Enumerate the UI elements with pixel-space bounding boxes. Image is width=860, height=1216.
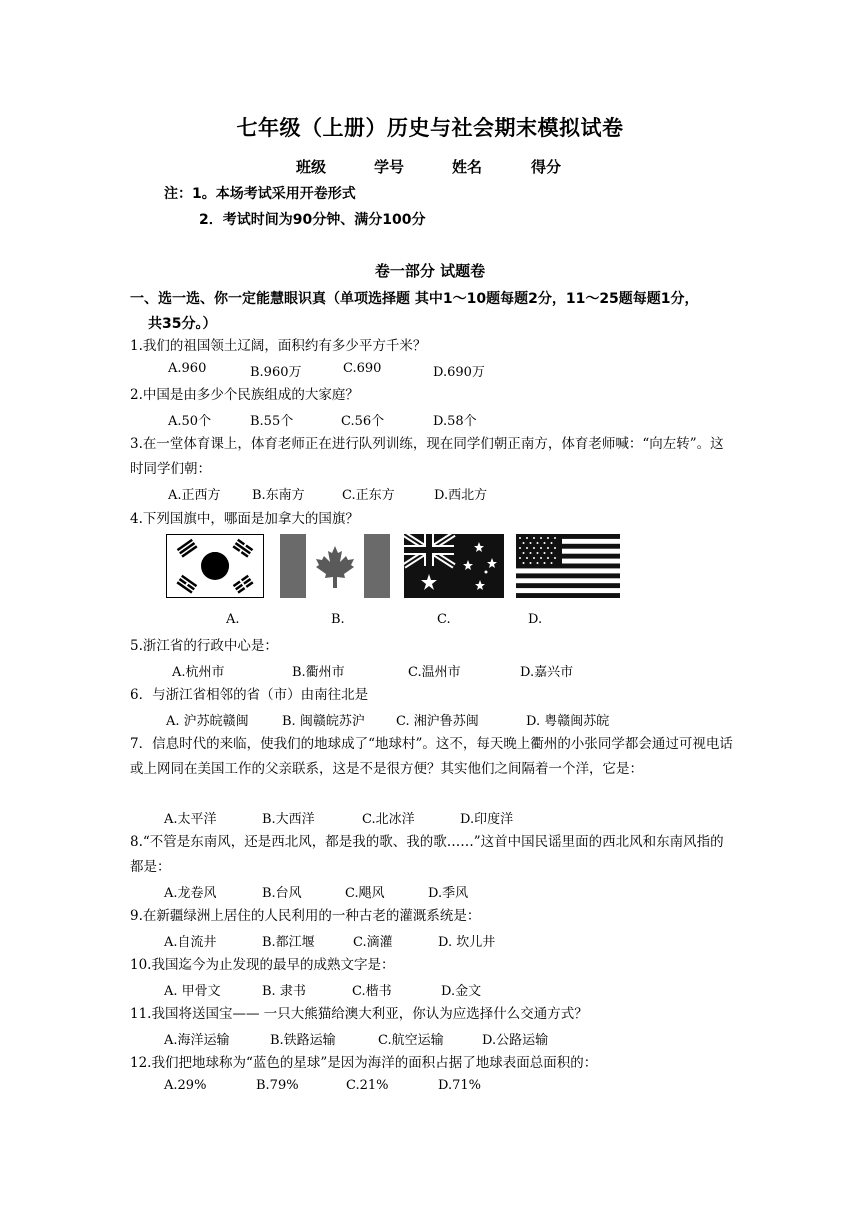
q4-option-c: C. [437, 612, 451, 627]
q10-option-b: B. 隶书 [262, 984, 306, 999]
question-1: 1.我们的祖国领土辽阔，面积约有多少平方千米？ [130, 338, 427, 354]
q6-option-d: D. 粤赣闽苏皖 [526, 714, 610, 729]
note-2: 2．考试时间为90分钟、满分100分 [199, 212, 426, 228]
part-title: 卷一部分 试题卷 [374, 262, 486, 280]
q9-option-d: D. 坎儿井 [438, 935, 496, 950]
question-11-options [0, 1029, 860, 1049]
field-score: 得分 [531, 158, 562, 176]
q4-option-b: B. [331, 612, 345, 627]
page-title: 七年级（上册）历史与社会期末模拟试卷 [236, 116, 624, 140]
q5-option-b: B.衢州市 [292, 665, 345, 680]
usa-flag-icon [516, 534, 620, 598]
q12-option-d: D.71% [438, 1078, 481, 1093]
field-class: 班级 [296, 158, 327, 176]
q3-option-d: D.西北方 [434, 488, 488, 503]
question-2: 2.中国是由多少个民族组成的大家庭？ [130, 387, 359, 403]
q10-option-c: C.楷书 [352, 984, 392, 999]
question-3-options [0, 484, 860, 504]
q11-option-b: B.铁路运输 [270, 1033, 336, 1048]
q7-option-d: D.印度洋 [460, 812, 514, 827]
question-5: 5.浙江省的行政中心是： [130, 638, 278, 654]
q11-option-c: C.航空运输 [378, 1033, 444, 1048]
q12-option-a: A.29% [164, 1078, 207, 1093]
section-heading-cont: 共35分。） [148, 316, 217, 332]
question-8: 8.“不管是东南风，还是西北风，都是我的歌、我的歌……”这首中国民谣里面的西北风和东南风指的都是： [130, 834, 724, 875]
question-3: 3.在一堂体育课上，体育老师正在进行队列训练，现在同学们朝正南方，体育老师喊：“向左转”。这时同学们朝： [130, 436, 724, 477]
q6-option-c: C. 湘沪鲁苏闽 [396, 714, 479, 729]
q12-option-b: B.79% [256, 1078, 299, 1093]
q5-option-a: A.杭州市 [172, 665, 225, 680]
q4-option-a: A. [226, 612, 240, 627]
q6-option-b: B. 闽赣皖苏沪 [282, 714, 365, 729]
q6-option-a: A. 沪苏皖赣闽 [166, 714, 249, 729]
q4-option-d: D. [528, 612, 543, 627]
australia-flag-icon [404, 534, 504, 598]
note-1: 注：1。本场考试采用开卷形式 [164, 186, 356, 202]
question-1-options [0, 361, 860, 381]
q2-option-c: C.56个 [341, 414, 385, 429]
q7-option-b: B.大西洋 [262, 812, 315, 827]
q8-option-b: B.台风 [262, 886, 302, 901]
q7-option-c: C.北冰洋 [362, 812, 415, 827]
field-name: 姓名 [452, 158, 483, 176]
question-8-options [0, 882, 860, 902]
q1-option-d: D.690万 [433, 365, 485, 380]
q3-option-a: A.正西方 [168, 488, 221, 503]
question-7: 7．信息时代的来临，使我们的地球成了“地球村”。这不，每天晚上衢州的小张同学都会通过可视电话或上网同在美国工作的父亲联系，这是不是很方便？其实他们之间隔着一个洋，它是： [130, 736, 733, 777]
q11-option-a: A.海洋运输 [164, 1033, 230, 1048]
south-korea-flag-icon [166, 534, 264, 598]
q1-option-a: A.960 [168, 361, 207, 376]
question-11: 11.我国将送国宝—— 一只大熊猫给澳大利亚，你认为应选择什么交通方式？ [130, 1006, 588, 1022]
q8-option-d: D.季风 [428, 886, 469, 901]
question-9-options [0, 931, 860, 951]
canada-flag-icon [280, 534, 390, 598]
question-12-options [0, 1078, 860, 1098]
question-4: 4.下列国旗中，哪面是加拿大的国旗？ [130, 511, 359, 527]
question-7-options [0, 808, 860, 828]
q5-option-c: C.温州市 [408, 665, 461, 680]
q10-option-d: D.金文 [441, 984, 482, 999]
q9-option-c: C.滴灌 [353, 935, 393, 950]
q2-option-d: D.58个 [433, 414, 477, 429]
q2-option-b: B.55个 [250, 414, 294, 429]
q1-option-c: C.690 [343, 361, 382, 376]
section-heading: 一、选一选、你一定能慧眼识真（单项选择题 其中1～10题每题2分，11～25题每题1分， [130, 291, 699, 307]
question-6-options [0, 710, 860, 730]
q8-option-c: C.飓风 [345, 886, 385, 901]
q9-option-b: B.都江堰 [262, 935, 315, 950]
question-5-options [0, 661, 860, 681]
question-9: 9.在新疆绿洲上居住的人民利用的一种古老的灌溉系统是： [130, 908, 481, 924]
q2-option-a: A.50个 [168, 414, 212, 429]
q5-option-d: D.嘉兴市 [520, 665, 574, 680]
q1-option-b: B.960万 [250, 365, 302, 380]
q3-option-c: C.正东方 [342, 488, 395, 503]
question-10: 10.我国迄今为止发现的最早的成熟文字是： [130, 957, 395, 973]
question-12: 12.我们把地球称为“蓝色的星球”是因为海洋的面积占据了地球表面总面积的： [130, 1055, 598, 1071]
question-10-options [0, 980, 860, 1000]
q10-option-a: A. 甲骨文 [164, 984, 221, 999]
question-2-options [0, 410, 860, 430]
question-6: 6．与浙江省相邻的省（市）由南往北是 [130, 687, 369, 703]
q11-option-d: D.公路运输 [482, 1033, 549, 1048]
q8-option-a: A.龙卷风 [164, 886, 217, 901]
q9-option-a: A.自流井 [164, 935, 217, 950]
q3-option-b: B.东南方 [252, 488, 305, 503]
q12-option-c: C.21% [346, 1078, 389, 1093]
q7-option-a: A.太平洋 [164, 812, 217, 827]
field-student-id: 学号 [374, 158, 405, 176]
